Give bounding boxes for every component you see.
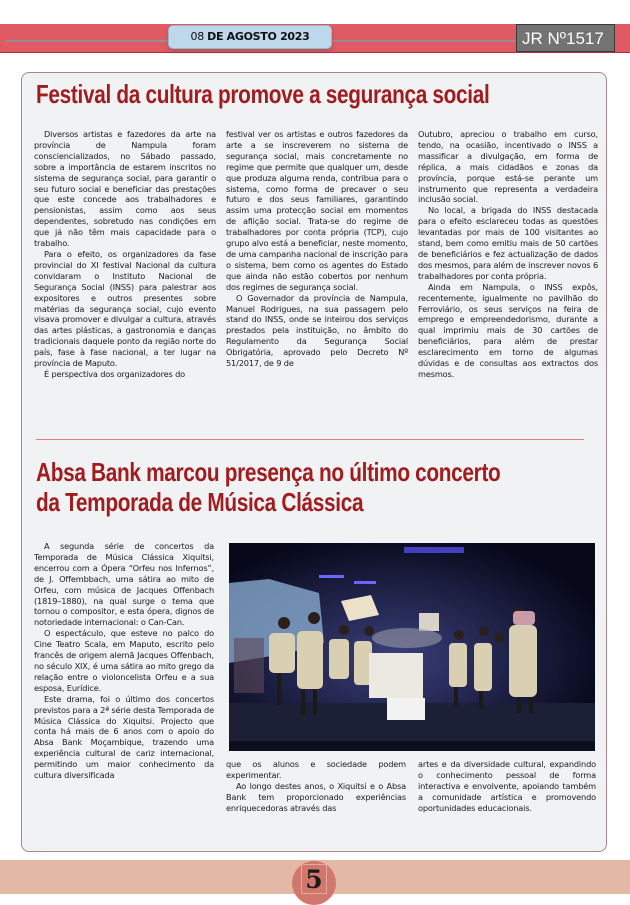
page-content-box [21,72,607,852]
paragraph: Diversos artistas e fazedores da arte na província de Nampula foram consciencializados, no Sábado passado, sobre a importância de estarem inscritos no sistema de segurança social, para garantir o seu futuro social e beneficiar das prestações que este concede aos trabalhadores e pensionistas, assim como aos seus dependentes, sobretudo nas condições em que já não têm mais capacidade para o trabalho. [34,129,216,249]
paragraph: A segunda série de concertos da Temporada de Música Clássica Xiquitsi, encerrou com a Ópera “Orfeu nos Infernos”, de J. Offembbach, uma sátira ao mito de Orfeu, com música de Jacques Offenbach (1819–1880), na qual surge o tema que tornou o compositor, e esta ópera, dignos de notoriedade internacional: o Can-Can. [34,541,214,628]
article2-title-line1: Absa Bank marcou presença no último concerto [36,457,501,487]
page-number: 5 [301,864,327,894]
paragraph: O Governador da província de Nampula, Manuel Rodrigues, na sua passagem pelo stand do INSS, onde se inteirou dos serviços prestados pela instituição, no âmbito do Regulamento da Segurança Social Obrigatória, aprovado pelo Decreto Nº 51/2017, de 9 de [226,292,408,369]
article-divider [36,439,584,440]
date-month-year: DE AGOSTO 2023 [207,30,310,43]
date-day: 08 [190,30,204,43]
paragraph: O espectáculo, que esteve no palco do Cine Teatro Scala, em Maputo, escrito pelo francês de origem alemã Jacques Offenbach, no século XIX, é uma sátira ao mito grego da relação entre o violoncelista Orfeu e a sua esposa, Eurídice. [34,628,214,693]
paragraph: Este drama, foi o último dos concertos previstos para a 2ª série desta Temporada de Música Clássica do Xiquitsi. Projecto que conta há mais de 6 anos com o apoio do Absa Bank Moçambique, trazendo uma experiência cultural de cariz internacional, permitindo um maior conhecimento da cultura diversificada [34,693,214,781]
concert-photo [229,543,595,751]
paragraph: que os alunos e sociedade podem experimentar. [226,759,406,780]
paragraph: Outubro, apreciou o trabalho em curso, tendo, na ocasião, incentivado o INSS a massificar a divulgação, em forma de réplica, a mais cidadãos e zonas da província, porque está-se perante um instrumento que representa a verdadeira inclusão social. [418,129,598,205]
article1-column-3 [418,129,598,380]
header-rule-right [331,40,516,42]
article1-column-2 [226,129,408,369]
paragraph: Ainda em Nampula, o INSS expôs, recentemente, igualmente no pavilhão do Ferroviário, os seus serviços na feira de emprego e empreendedorismo, durante a qual imprimiu mais de 30 cartões de beneficiários, para além de prestar esclarecimento em torno de algumas dúvidas e de consultas aos extractos dos mesmos. [418,281,598,379]
paragraph: É perspectiva dos organizadores do [44,368,186,379]
article1-column-1 [34,129,216,380]
header-rule-left [6,40,168,42]
concert-photo-illustration [229,543,595,751]
paragraph: Ao longo destes anos, o Xiquitsi e o Absa Bank tem proporcionado experiências enriquecedoras através das [226,780,406,813]
paragraph: festival ver os artistas e outros fazedores da arte a se inscreverem no sistema de segurança social, mais concretamente no regime que permite que qualquer um, desde que produza alguma renda, contribua para o sistema, como forma de precaver o seu futuro e dos seus familiares, garantindo assim uma protecção social em momentos de aflição social. Trata-se do regime de trabalhadores por conta própria (TCP), cujo grupo alvo está a beneficiar, neste momento, de uma campanha nacional de inscrição para o sistema, bem como os agentes do Estado que ainda não estão cobertos por nenhum dos regimes de segurança social. [226,129,408,292]
article2-column-3 [418,759,596,814]
article2-column-1 [34,541,214,781]
paragraph: artes e da diversidade cultural, expandindo o conhecimento pessoal de forma interactiva e envolvente, apoiando também a comunidade artística e promovendo oportunidades educacionais. [418,759,596,813]
article1-title: Festival da cultura promove a segurança social [36,79,490,109]
article2-title-line2: da Temporada de Música Clássica [36,487,364,517]
paragraph: No local, a brigada do INSS destacada para o efeito esclareceu todas as questões levantadas por mais de 100 visitantes ao stand, bem como emitiu mais de 50 cartões de beneficiários e fez actualização de dados dos mesmos, para além de inscrever novos 6 trabalhadores por conta própria. [418,205,598,281]
paragraph: Para o efeito, os organizadores da fase provincial do XI festival Nacional da cultura convidaram o Instituto Nacional de Segurança Social (INSS) para palestrar aos expositores e outros presentes sobre matérias da segurança social, cujo evento visava promover e divulgar a cultura, através das artes plásticas, a gastronomia e danças tradicionais daquele ponto da região norte do país, fase à fase nacional, a ter lugar na província de Maputo. [34,248,216,369]
article2-column-2 [226,759,406,814]
issue-date [168,25,332,49]
issue-number: JR Nº1517 [516,24,615,52]
